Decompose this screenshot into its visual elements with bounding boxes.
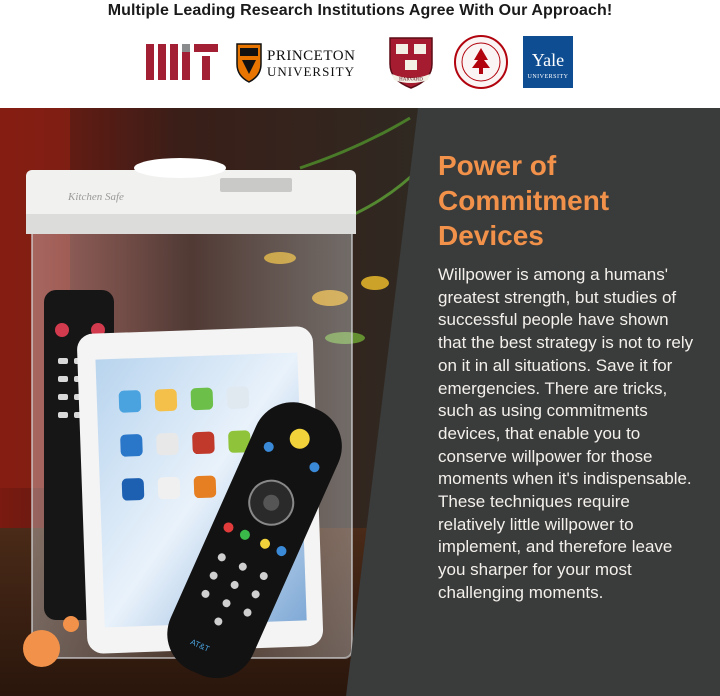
harvard-banner: HARVARD (399, 77, 423, 83)
yale-sub: UNIVERSITY (527, 74, 569, 80)
mit-logo (146, 34, 218, 90)
princeton-line2: UNIVERSITY (267, 64, 355, 79)
headline: Multiple Leading Research Institutions Agree With Our Approach! (107, 2, 613, 19)
decorative-dot-small (63, 616, 79, 632)
header-section (0, 0, 720, 108)
container-label: Kitchen Safe (68, 191, 124, 203)
yale-name: Yale (531, 50, 565, 70)
institution-logos (0, 34, 720, 90)
yale-logo (522, 34, 574, 90)
princeton-line1: PRINCETON (267, 48, 356, 64)
princeton-logo (234, 34, 368, 90)
remote-brand: AT&T (189, 637, 211, 654)
decorative-dot-large (23, 630, 60, 667)
panel-body: Willpower is among a humans' greatest strength, but studies of successful people have shown that the best strategy is not to rely on it in all situations. Save it for emergencies. There are tricks, such as using commitments devices, that enable you to conserve willpower for those moments when it's indispensable. These techniques require relatively little willpower to implement, and therefore leave you sharper for your most challenging moments. (438, 265, 694, 602)
stanford-seal (452, 34, 510, 90)
panel-title: Power of Commitment Devices (438, 150, 610, 251)
harvard-logo (382, 34, 440, 90)
